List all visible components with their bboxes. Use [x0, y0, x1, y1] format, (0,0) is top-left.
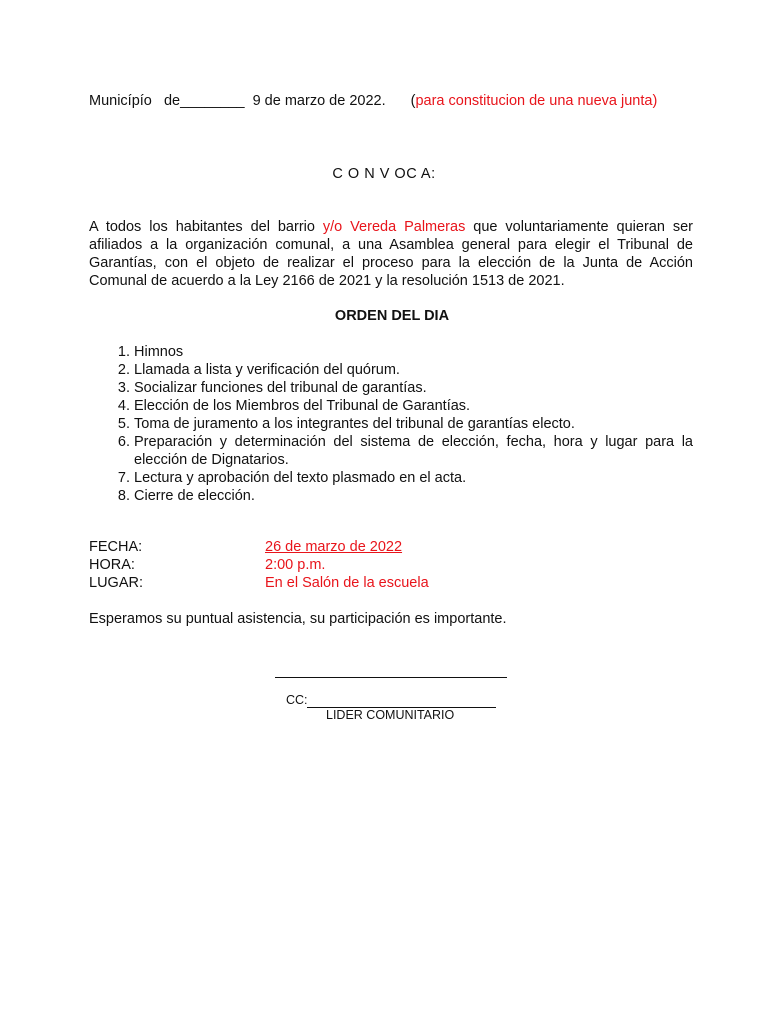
cc-line [307, 695, 496, 708]
agenda-item: 3. Socializar funciones del tribunal de garantías. [134, 379, 693, 397]
intro-text-2: que voluntariamente quieran ser afiliados a la organización comunal, a una Asamblea general para elegir el Tribunal de Garantías, con el objeto de realizar el proceso para la elección de la Junta de Acción Comunal de acuerdo a la Ley 2166 de 2021 y la resolución 1513 de 2021. [89, 219, 693, 289]
agenda-item: 8. Cierre de elección. [134, 487, 693, 505]
municipio-field: Municípío de________ [89, 93, 245, 109]
intro-highlight: y/o Vereda Palmeras [322, 219, 466, 235]
intro-text-1: A todos los habitantes del barrio [89, 219, 323, 235]
header-note: para constitucion de una nueva junta) [415, 93, 658, 109]
header-date: 9 de marzo de 2022. [252, 93, 386, 109]
signer-role: LIDER COMUNITARIO [326, 708, 455, 722]
agenda-list [89, 343, 693, 505]
agenda-item: 7. Lectura y aprobación del texto plasmado en el acta. [134, 469, 693, 487]
agenda-item: 4. Elección de los Miembros del Tribunal de Garantías. [134, 397, 693, 415]
agenda-item: 5. Toma de juramento a los integrantes del tribunal de garantías electo. [134, 415, 693, 433]
fecha-value: 26 de marzo de 2022 [265, 539, 403, 555]
hora-label: HORA: [89, 557, 135, 573]
agenda-item: 1. Himnos [134, 343, 693, 361]
closing-text: Esperamos su puntual asistencia, su participación es importante. [89, 611, 507, 627]
orden-del-dia-title: ORDEN DEL DIA [334, 308, 450, 324]
header-paren: ( [410, 93, 416, 109]
signature-line [275, 667, 507, 678]
cc-label: CC: [286, 693, 308, 707]
agenda-item: 6. Preparación y determinación del sistema de elección, fecha, hora y lugar para la elección de Dignatarios. [134, 433, 693, 469]
intro-paragraph [89, 218, 693, 290]
fecha-label: FECHA: [89, 539, 143, 555]
convoca-title: C O N V OC A: [332, 166, 436, 182]
lugar-label: LUGAR: [89, 575, 143, 591]
agenda-item: 2. Llamada a lista y verificación del quórum. [134, 361, 693, 379]
header-line [89, 93, 657, 109]
hora-value: 2:00 p.m. [265, 557, 326, 573]
lugar-value: En el Salón de la escuela [265, 575, 429, 591]
